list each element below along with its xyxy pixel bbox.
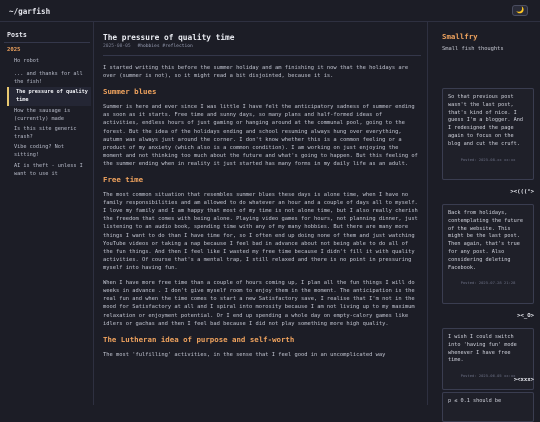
article-meta — [103, 44, 193, 51]
post-link[interactable]: How the sausage is (currently) made — [14, 108, 71, 122]
top-bar — [0, 0, 540, 22]
smallfry-subtitle: Small fish thoughts — [442, 46, 504, 52]
post-link[interactable]: Vibe coding? Not sitting! — [14, 144, 64, 158]
year-label: 2025 — [7, 47, 21, 53]
post-link[interactable]: Is this site generic trash? — [14, 126, 77, 140]
fish-ascii-art: ><(((°> — [510, 189, 534, 195]
post-link-active[interactable]: The pressure of quality time — [7, 87, 91, 106]
post-link[interactable]: AI is theft - unless I want to use it — [14, 163, 83, 177]
fish-ascii-art: ><xxx> — [513, 377, 534, 383]
section-heading: Free time — [103, 175, 144, 185]
posts-heading: Posts — [7, 31, 27, 39]
article-body — [103, 64, 421, 366]
divider — [103, 55, 421, 56]
paragraph: The most 'fulfilling' activities, in the sense that I feel good in an uncomplicated way — [103, 351, 386, 358]
section-heading: Summer blues — [103, 87, 157, 97]
article-tags[interactable]: #hobbies #reflection — [137, 44, 193, 49]
fish-text: So that previous post wasn't the last post, that's kind of nice. I guess I'm a blogger. And I redesigned the page again to focus on the blog and cut the cruft. — [448, 94, 523, 147]
fish-card — [442, 88, 534, 180]
fish-card — [442, 392, 534, 422]
fish-card — [442, 204, 534, 304]
posts-sidebar — [0, 22, 94, 405]
post-link[interactable]: ... and thanks for all the fish! — [14, 71, 83, 85]
fish-ascii-art: ><_O> — [517, 313, 534, 319]
article-title: The pressure of quality time — [103, 33, 235, 42]
article-main — [94, 22, 428, 405]
fish-text: p ≤ 0.1 should be — [448, 398, 502, 404]
paragraph: The most common situation that resembles summer blues these days is alone time, when I have no family responsibilities and am allowed to do whatever an hour and a couple of days all to myself. I love my family and I am happy that most of my time is not alone time, but I also really cherish the freedom that comes with being alone. Playing video games for hours, not planning dinner, just listening to an audio book, spending time with any of my many hobbies. But there are many more things I want to do than I have time for, so I often end up doing none of them and just watching YouTube videos or taking a nap because I feel bad in advance about not being able to do all of the fun things. And then I feel like I wasted my free time because I didn't fill it with quality activities. Of course that's a mental trap, I still relaxed and there is no point in pressuring myself into having fun. — [103, 192, 418, 271]
section-heading: The Lutheran idea of purpose and self-worth — [103, 334, 295, 344]
divider — [4, 42, 90, 43]
fish-timestamp: Posted: 2025-07-28 21:28 — [460, 280, 516, 286]
fish-text: Back from holidays, contemplating the future of the website. This might be the last post. Then again, that's true for any post. Also considering deleting Facebook. — [448, 210, 523, 271]
paragraph: Summer is here and ever since I was little I have felt the anticipatory sadness of summer ending as soon as it starts. Free time and sunny days, so many plans and half-formed ideas of activities, endless hours of just gaming or hanging around at the communal pool, going to the forest. But the idea of the holidays ending and school resuming always hung over everything, autumn was always just around the corner. I don't know whether this is a common feeling or a product of my anxiety (which also is a common condition). I am working on just enjoying the moment and not thinking too much about the future and what's going to happen. But this feeling of the summer ending when in reality it just started has many forms in my daily life as an adult. — [103, 104, 418, 167]
intro-paragraph: I started writing this before the summer holiday and am finishing it now that the holidays are over (summer is not), so it might read a bit disjointed, because it is. — [103, 65, 409, 80]
site-title[interactable]: ~/garfish — [9, 7, 51, 16]
article-date: 2025-08-05 — [103, 44, 131, 49]
fish-timestamp: Posted: 2025-08-xx xx:xx — [460, 156, 516, 162]
moon-icon[interactable]: 🌙 — [512, 5, 528, 16]
post-link[interactable]: Ho robot — [14, 58, 39, 64]
fish-text: I wish I could switch into 'having fun' mode whenever I have free time. — [448, 334, 517, 364]
paragraph: When I have more free time than a couple of hours coming up, I plan all the fun things I will do weeks in advance . I don't give myself room to enjoy them in the moment. The anticipation is the real fun and when the time comes to start a new Satisfactory save, I realise that I'm not in the mood for Satisfactory at all and I spiral into morosity because I am not living up to my maximum relaxation or enjoyment potential. Or I end up spending a whole day on empty-calory games like idlers or gachas and then I feel bad because I did not play something more high quality. — [103, 280, 415, 327]
fish-timestamp: Posted: 2025-06-05 xx:xx — [460, 373, 516, 379]
smallfry-title: Smallfry — [442, 32, 478, 41]
smallfry-sidebar — [428, 22, 540, 405]
